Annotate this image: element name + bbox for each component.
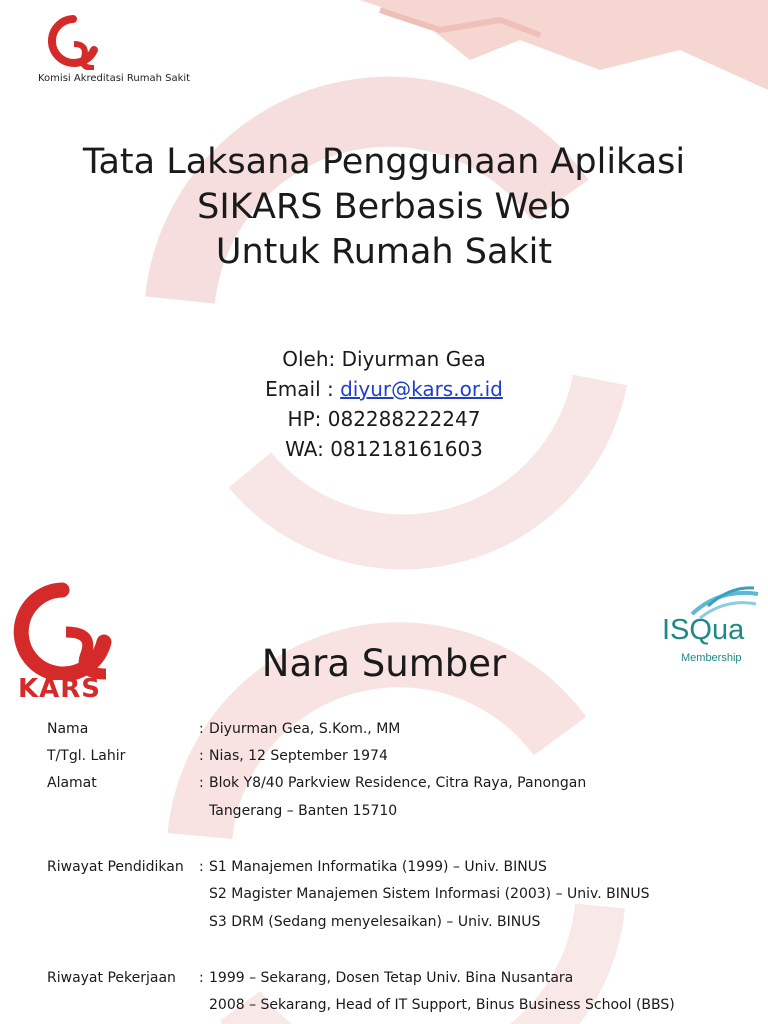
row-value: Nias, 12 September 1974 [209, 748, 388, 764]
title-line: Untuk Rumah Sakit [215, 232, 553, 272]
row-label: Nama [47, 721, 89, 737]
row-separator: : [199, 748, 204, 764]
speaker-slide [0, 576, 768, 1024]
kars-label: KARS [18, 674, 102, 704]
title-line: SIKARS Berbasis Web [197, 187, 571, 227]
row-label: Riwayat Pekerjaan [47, 970, 176, 986]
phone: HP: 082288222247 [287, 407, 481, 431]
kars-logo-icon [44, 14, 102, 70]
row-value: Blok Y8/40 Parkview Residence, Citra Raya, Panongan [209, 775, 587, 791]
row-label: Alamat [47, 775, 97, 791]
indonesia-map-icon [360, 0, 768, 90]
section-title: Nara Sumber [261, 642, 507, 685]
email-link[interactable]: diyur@kars.or.id [340, 377, 503, 401]
row-value: 2008 – Sekarang, Head of IT Support, Binus Business School (BBS) [209, 997, 675, 1013]
author: Oleh: Diyurman Gea [282, 347, 486, 371]
row-separator: : [199, 970, 204, 986]
row-value: S2 Magister Manajemen Sistem Informasi (2003) – Univ. BINUS [209, 886, 650, 902]
row-label: Riwayat Pendidikan [47, 859, 184, 875]
row-value: Diyurman Gea, S.Kom., MM [209, 721, 401, 737]
row-separator: : [199, 775, 204, 791]
whatsapp: WA: 081218161603 [285, 437, 483, 461]
isqua-sub: Membership [681, 652, 742, 664]
row-value: 1999 – Sekarang, Dosen Tetap Univ. Bina Nusantara [209, 970, 574, 986]
row-value: S1 Manajemen Informatika (1999) – Univ. BINUS [209, 859, 547, 875]
title-line: Tata Laksana Penggunaan Aplikasi [82, 142, 686, 182]
isqua-name: ISQua [662, 614, 745, 646]
contact-block [0, 344, 768, 464]
email-line [0, 374, 768, 404]
page-title [0, 140, 768, 275]
logo-caption: Komisi Akreditasi Rumah Sakit [38, 73, 191, 84]
row-value: S3 DRM (Sedang menyelesaikan) – Univ. BINUS [209, 914, 541, 930]
row-label: T/Tgl. Lahir [47, 748, 126, 764]
email-label: Email : [265, 377, 341, 401]
row-separator: : [199, 859, 204, 875]
row-value: Tangerang – Banten 15710 [209, 803, 398, 819]
row-separator: : [199, 721, 204, 737]
